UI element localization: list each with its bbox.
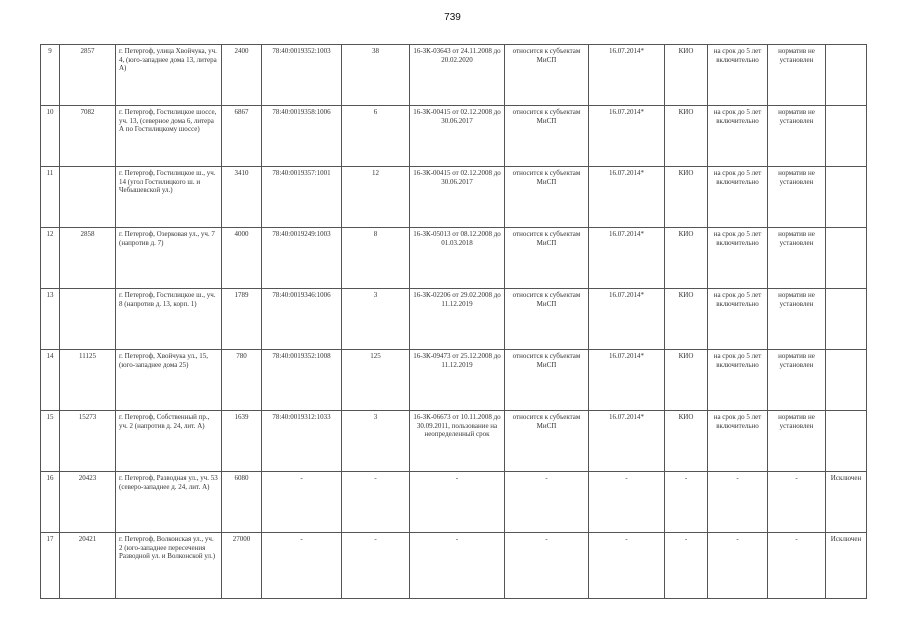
cell-num: 12 <box>41 228 60 289</box>
cell-subject: - <box>505 533 589 599</box>
cell-note <box>826 106 867 167</box>
cell-count: 125 <box>342 350 410 411</box>
table-row <box>41 533 867 599</box>
cell-date: 16.07.2014* <box>589 289 665 350</box>
cell-permit: 16-ЗК-05013 от 08.12.2008 до 01.03.2018 <box>410 228 505 289</box>
cell-num: 17 <box>41 533 60 599</box>
cell-cadastral: - <box>262 472 342 533</box>
cell-permit: 16-ЗК-00415 от 02.12.2008 до 30.06.2017 <box>410 167 505 228</box>
cell-id: 20421 <box>60 533 116 599</box>
table-row <box>41 411 867 472</box>
cell-cadastral: 78:40:0019346:1006 <box>262 289 342 350</box>
cell-cadastral: 78:40:0019249:1003 <box>262 228 342 289</box>
cell-agency: КИО <box>665 167 708 228</box>
cell-id: 2858 <box>60 228 116 289</box>
cell-permit: - <box>410 533 505 599</box>
cell-norm: норматив не установлен <box>768 45 826 106</box>
cell-area: 780 <box>222 350 262 411</box>
cell-subject: относится к субъектам МиСП <box>505 228 589 289</box>
cell-note <box>826 411 867 472</box>
cell-address: г. Петергоф, Хвойчука ул., 15, (юго-западнее дома 25) <box>116 350 222 411</box>
cell-date: 16.07.2014* <box>589 228 665 289</box>
table-row <box>41 350 867 411</box>
table-row <box>41 106 867 167</box>
cell-note <box>826 45 867 106</box>
cell-term: на срок до 5 лет включительно <box>708 228 768 289</box>
cell-address: г. Петергоф, улица Хвойчука, уч. 4, (юго-западнее дома 13, литера А) <box>116 45 222 106</box>
cell-address: г. Петергоф, Гостилицкое ш., уч. 8 (напротив д. 13, корп. 1) <box>116 289 222 350</box>
cell-date: - <box>589 472 665 533</box>
cell-norm: норматив не установлен <box>768 289 826 350</box>
cell-id: 15273 <box>60 411 116 472</box>
cell-cadastral: 78:40:0019312:1033 <box>262 411 342 472</box>
cell-area: 6867 <box>222 106 262 167</box>
cell-cadastral: 78:40:0019352:1003 <box>262 45 342 106</box>
cell-cadastral: 78:40:0019358:1006 <box>262 106 342 167</box>
cell-agency: КИО <box>665 45 708 106</box>
cell-term: на срок до 5 лет включительно <box>708 289 768 350</box>
cell-agency: - <box>665 472 708 533</box>
cell-term: на срок до 5 лет включительно <box>708 45 768 106</box>
cell-id <box>60 167 116 228</box>
table-row <box>41 289 867 350</box>
cell-address: г. Петергоф, Волконская ул., уч. 2 (юго-западнее пересечения Разводной ул. и Волконской ул.) <box>116 533 222 599</box>
cell-area: 6080 <box>222 472 262 533</box>
cell-agency: КИО <box>665 106 708 167</box>
cell-address: г. Петергоф, Собственный пр., уч. 2 (напротив д. 24, лит. А) <box>116 411 222 472</box>
cell-num: 14 <box>41 350 60 411</box>
table-row <box>41 472 867 533</box>
cell-term: на срок до 5 лет включительно <box>708 167 768 228</box>
cell-id: 20423 <box>60 472 116 533</box>
cell-norm: - <box>768 472 826 533</box>
cell-agency: КИО <box>665 350 708 411</box>
cell-note <box>826 289 867 350</box>
cell-date: 16.07.2014* <box>589 167 665 228</box>
cell-num: 9 <box>41 45 60 106</box>
cell-note <box>826 228 867 289</box>
cell-count: 38 <box>342 45 410 106</box>
cell-permit: 16-ЗК-03643 от 24.11.2008 до 20.02.2020 <box>410 45 505 106</box>
cell-subject: относится к субъектам МиСП <box>505 411 589 472</box>
cell-permit: 16-ЗК-06673 от 10.11.2008 до 30.09.2011, пользование на неопределенный срок <box>410 411 505 472</box>
cell-note <box>826 167 867 228</box>
cell-term: на срок до 5 лет включительно <box>708 411 768 472</box>
cell-agency: - <box>665 533 708 599</box>
cell-count: - <box>342 533 410 599</box>
cell-address: г. Петергоф, Гостилицкое шоссе, уч. 13, (северное дома 6, литера А по Гостилицкому шоссе) <box>116 106 222 167</box>
cell-date: 16.07.2014* <box>589 106 665 167</box>
cell-subject: - <box>505 472 589 533</box>
cell-num: 11 <box>41 167 60 228</box>
table-row <box>41 167 867 228</box>
cell-norm: норматив не установлен <box>768 106 826 167</box>
registry-table <box>40 44 867 599</box>
page-number: 739 <box>444 12 461 23</box>
cell-id <box>60 289 116 350</box>
cell-note: Исключен <box>826 533 867 599</box>
cell-id: 11125 <box>60 350 116 411</box>
cell-area: 3410 <box>222 167 262 228</box>
cell-permit: - <box>410 472 505 533</box>
cell-subject: относится к субъектам МиСП <box>505 289 589 350</box>
cell-term: на срок до 5 лет включительно <box>708 350 768 411</box>
cell-term: на срок до 5 лет включительно <box>708 106 768 167</box>
cell-cadastral: 78:40:0019357:1001 <box>262 167 342 228</box>
cell-num: 13 <box>41 289 60 350</box>
cell-count: 8 <box>342 228 410 289</box>
cell-norm: норматив не установлен <box>768 350 826 411</box>
cell-cadastral: - <box>262 533 342 599</box>
cell-address: г. Петергоф, Разводная ул., уч. 53 (северо-западнее д. 24, лит. А) <box>116 472 222 533</box>
cell-norm: норматив не установлен <box>768 167 826 228</box>
cell-address: г. Петергоф, Озерковая ул., уч. 7 (напротив д. 7) <box>116 228 222 289</box>
cell-count: - <box>342 472 410 533</box>
cell-permit: 16-ЗК-09473 от 25.12.2008 до 11.12.2019 <box>410 350 505 411</box>
cell-id: 2857 <box>60 45 116 106</box>
table-row <box>41 228 867 289</box>
cell-cadastral: 78:40:0019352:1008 <box>262 350 342 411</box>
cell-num: 16 <box>41 472 60 533</box>
cell-area: 1789 <box>222 289 262 350</box>
cell-norm: норматив не установлен <box>768 411 826 472</box>
cell-term: - <box>708 472 768 533</box>
cell-agency: КИО <box>665 411 708 472</box>
cell-area: 27000 <box>222 533 262 599</box>
cell-count: 6 <box>342 106 410 167</box>
cell-date: - <box>589 533 665 599</box>
cell-subject: относится к субъектам МиСП <box>505 167 589 228</box>
cell-num: 15 <box>41 411 60 472</box>
cell-subject: относится к субъектам МиСП <box>505 350 589 411</box>
cell-area: 1639 <box>222 411 262 472</box>
cell-note: Исключен <box>826 472 867 533</box>
cell-id: 7082 <box>60 106 116 167</box>
cell-agency: КИО <box>665 228 708 289</box>
cell-note <box>826 350 867 411</box>
cell-subject: относится к субъектам МиСП <box>505 45 589 106</box>
cell-agency: КИО <box>665 289 708 350</box>
cell-subject: относится к субъектам МиСП <box>505 106 589 167</box>
cell-count: 3 <box>342 411 410 472</box>
table-row <box>41 45 867 106</box>
cell-num: 10 <box>41 106 60 167</box>
cell-address: г. Петергоф, Гостилицкое ш., уч. 14 (угол Гостилицкого ш. и Чебышевской ул.) <box>116 167 222 228</box>
cell-permit: 16-ЗК-00415 от 02.12.2008 до 30.06.2017 <box>410 106 505 167</box>
cell-norm: - <box>768 533 826 599</box>
cell-count: 12 <box>342 167 410 228</box>
cell-permit: 16-ЗК-02206 от 29.02.2008 до 11.12.2019 <box>410 289 505 350</box>
cell-term: - <box>708 533 768 599</box>
cell-date: 16.07.2014* <box>589 350 665 411</box>
cell-area: 2400 <box>222 45 262 106</box>
cell-count: 3 <box>342 289 410 350</box>
cell-norm: норматив не установлен <box>768 228 826 289</box>
cell-area: 4000 <box>222 228 262 289</box>
cell-date: 16.07.2014* <box>589 45 665 106</box>
cell-date: 16.07.2014* <box>589 411 665 472</box>
